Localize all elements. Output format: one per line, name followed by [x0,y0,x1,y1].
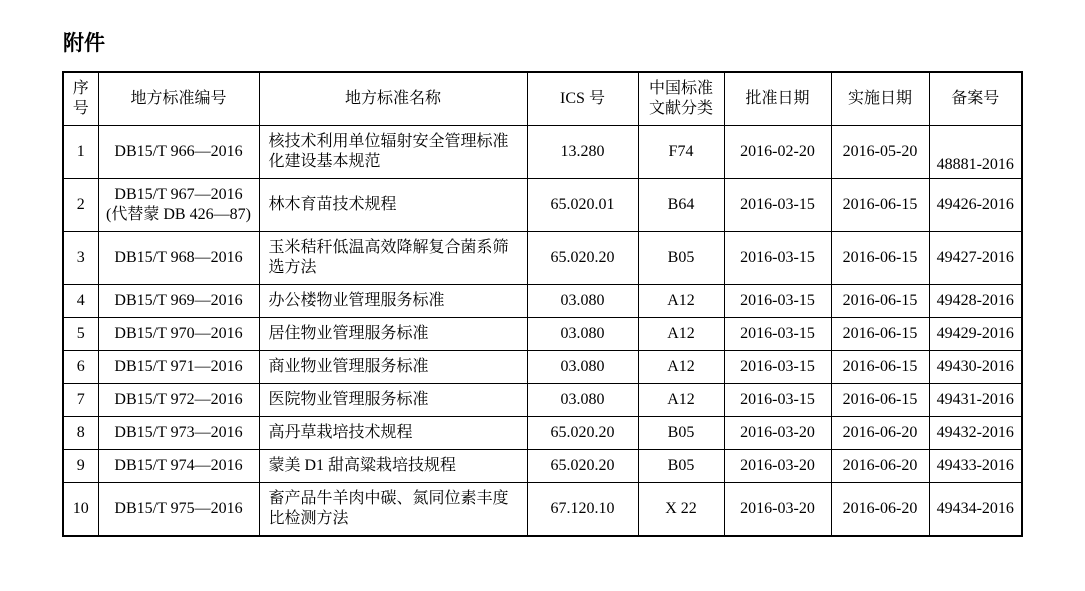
table-cell-r10-c4: X 22 [638,483,724,537]
table-row-7 [63,384,1022,417]
table-cell-r5-c3: 03.080 [527,318,638,351]
table-cell-r2-c7: 49426-2016 [929,179,1022,232]
table-cell-r6-c3: 03.080 [527,351,638,384]
table-cell-r8-c0: 8 [63,417,98,450]
table-cell-r9-c0: 9 [63,450,98,483]
table-cell-r7-c1: DB15/T 972—2016 [98,384,259,417]
table-body [63,126,1022,537]
table-cell-r6-c1: DB15/T 971—2016 [98,351,259,384]
table-cell-r7-c4: A12 [638,384,724,417]
table-cell-r2-c2: 林木育苗技术规程 [259,179,527,232]
table-cell-r8-c3: 65.020.20 [527,417,638,450]
table-cell-r1-c7: 48881-2016 [929,126,1022,179]
table-cell-r5-c6: 2016-06-15 [831,318,929,351]
column-header-3: ICS 号 [527,72,638,126]
table-cell-r6-c5: 2016-03-15 [724,351,831,384]
table-cell-r6-c2: 商业物业管理服务标准 [259,351,527,384]
table-cell-r9-c1: DB15/T 974—2016 [98,450,259,483]
column-header-2: 地方标准名称 [259,72,527,126]
table-row-3 [63,232,1022,285]
table-cell-r1-c6: 2016-05-20 [831,126,929,179]
table-cell-r2-c4: B64 [638,179,724,232]
table-row-5 [63,318,1022,351]
table-cell-r4-c3: 03.080 [527,285,638,318]
table-cell-r3-c0: 3 [63,232,98,285]
header-row [63,72,1022,126]
table-cell-r9-c3: 65.020.20 [527,450,638,483]
table-cell-r4-c7: 49428-2016 [929,285,1022,318]
table-row-4 [63,285,1022,318]
table-cell-r2-c0: 2 [63,179,98,232]
table-row-6 [63,351,1022,384]
table-cell-r3-c3: 65.020.20 [527,232,638,285]
table-cell-r4-c6: 2016-06-15 [831,285,929,318]
table-cell-r5-c0: 5 [63,318,98,351]
table-cell-r5-c5: 2016-03-15 [724,318,831,351]
table-cell-r6-c0: 6 [63,351,98,384]
table-cell-r6-c6: 2016-06-15 [831,351,929,384]
attachment-heading: 附件 [63,32,105,55]
table-cell-r3-c7: 49427-2016 [929,232,1022,285]
column-header-4: 中国标准 文献分类 [638,72,724,126]
table-cell-r1-c1: DB15/T 966—2016 [98,126,259,179]
table-cell-r10-c2: 畜产品牛羊肉中碳、氮同位素丰度比检测方法 [259,483,527,537]
table-cell-r10-c6: 2016-06-20 [831,483,929,537]
column-header-1: 地方标准编号 [98,72,259,126]
table-cell-r4-c1: DB15/T 969—2016 [98,285,259,318]
table-cell-r7-c6: 2016-06-15 [831,384,929,417]
table-cell-r4-c0: 4 [63,285,98,318]
table-cell-r4-c4: A12 [638,285,724,318]
table-cell-r2-c5: 2016-03-15 [724,179,831,232]
standards-table [62,71,1023,537]
table-cell-r6-c4: A12 [638,351,724,384]
table-cell-r9-c5: 2016-03-20 [724,450,831,483]
table-cell-r7-c7: 49431-2016 [929,384,1022,417]
table-cell-r5-c2: 居住物业管理服务标准 [259,318,527,351]
table-cell-r10-c1: DB15/T 975—2016 [98,483,259,537]
table-cell-r4-c5: 2016-03-15 [724,285,831,318]
table-cell-r9-c6: 2016-06-20 [831,450,929,483]
column-header-6: 实施日期 [831,72,929,126]
table-cell-r5-c7: 49429-2016 [929,318,1022,351]
table-cell-r3-c4: B05 [638,232,724,285]
table-cell-r7-c3: 03.080 [527,384,638,417]
column-header-0: 序 号 [63,72,98,126]
table-cell-r2-c6: 2016-06-15 [831,179,929,232]
table-cell-r6-c7: 49430-2016 [929,351,1022,384]
table-cell-r2-c3: 65.020.01 [527,179,638,232]
table-row-1 [63,126,1022,179]
table-cell-r8-c2: 高丹草栽培技术规程 [259,417,527,450]
table-cell-r10-c0: 10 [63,483,98,537]
table-cell-r3-c5: 2016-03-15 [724,232,831,285]
table-cell-r8-c1: DB15/T 973—2016 [98,417,259,450]
table-cell-r3-c2: 玉米秸秆低温高效降解复合菌系筛选方法 [259,232,527,285]
column-header-7: 备案号 [929,72,1022,126]
table-row-2 [63,179,1022,232]
table-cell-r9-c4: B05 [638,450,724,483]
table-cell-r7-c0: 7 [63,384,98,417]
table-cell-r10-c5: 2016-03-20 [724,483,831,537]
table-cell-r9-c2: 蒙美 D1 甜高粱栽培技规程 [259,450,527,483]
column-header-5: 批准日期 [724,72,831,126]
table-cell-r1-c0: 1 [63,126,98,179]
table-cell-r8-c6: 2016-06-20 [831,417,929,450]
table-cell-r7-c2: 医院物业管理服务标准 [259,384,527,417]
table-cell-r1-c4: F74 [638,126,724,179]
table-row-10 [63,483,1022,537]
table-cell-r1-c5: 2016-02-20 [724,126,831,179]
table-cell-r8-c7: 49432-2016 [929,417,1022,450]
table-cell-r5-c4: A12 [638,318,724,351]
table-cell-r1-c3: 13.280 [527,126,638,179]
table-cell-r4-c2: 办公楼物业管理服务标准 [259,285,527,318]
table-cell-r9-c7: 49433-2016 [929,450,1022,483]
table-cell-r1-c2: 核技术利用单位辐射安全管理标准化建设基本规范 [259,126,527,179]
table-cell-r3-c1: DB15/T 968—2016 [98,232,259,285]
table-cell-r8-c4: B05 [638,417,724,450]
table-cell-r7-c5: 2016-03-15 [724,384,831,417]
table-row-9 [63,450,1022,483]
table-row-8 [63,417,1022,450]
table-cell-r10-c3: 67.120.10 [527,483,638,537]
table-cell-r10-c7: 49434-2016 [929,483,1022,537]
table-cell-r3-c6: 2016-06-15 [831,232,929,285]
table-cell-r8-c5: 2016-03-20 [724,417,831,450]
table-cell-r5-c1: DB15/T 970—2016 [98,318,259,351]
table-header [63,72,1022,126]
table-cell-r2-c1: DB15/T 967—2016 (代替蒙 DB 426—87) [98,179,259,232]
